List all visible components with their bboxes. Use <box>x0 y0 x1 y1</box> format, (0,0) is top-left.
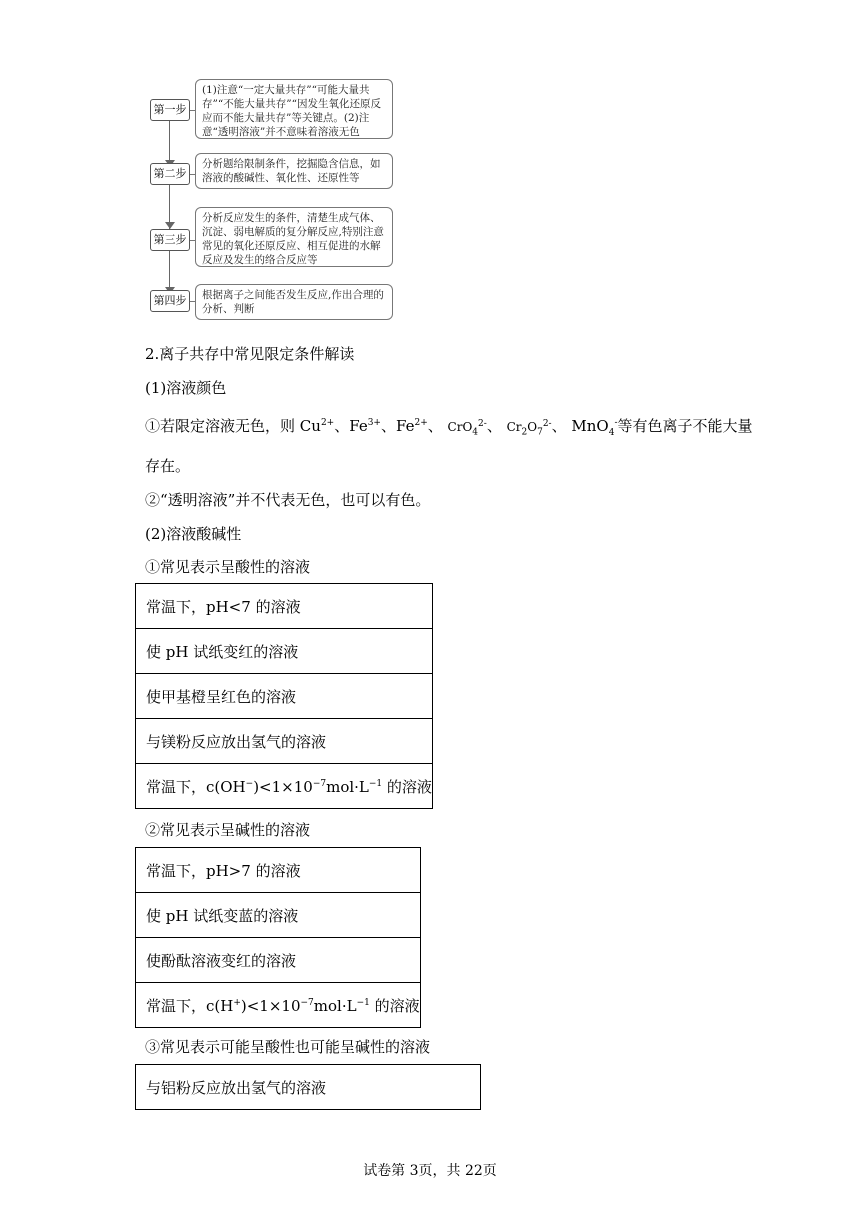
table-row: 常温下，$c(OH^-)<1\times 10^{-7}mol\cdot L^{-1}$ 的溶液 <box>136 764 433 809</box>
step-4-label: 第四步 <box>150 290 190 312</box>
table-row: 使 pH 试纸变蓝的溶液 <box>136 893 421 938</box>
step-3-label: 第三步 <box>150 229 190 251</box>
step-2-label: 第二步 <box>150 163 190 185</box>
acid-table <box>135 583 433 809</box>
flow-line <box>169 120 170 288</box>
table-row: 与铝粉反应放出氢气的溶液 <box>136 1065 481 1110</box>
step-3-box: 分析反应发生的条件，清楚生成气体、沉淀、弱电解质的复分解反应,特别注意常见的氧化还原反应、相互促进的水解反应及发生的络合反应等 <box>195 207 393 267</box>
section-heading: 2.离子共存中常见限定条件解读 <box>145 345 355 363</box>
transparent-note: ②“透明溶液”并不代表无色，也可以有色。 <box>145 491 431 509</box>
base-table <box>135 847 421 1028</box>
both-table <box>135 1064 481 1110</box>
base-table-title: ②常见表示呈碱性的溶液 <box>145 821 311 839</box>
subsection-color: (1)溶液颜色 <box>145 379 227 397</box>
table-row: 常温下，pH>7 的溶液 <box>136 848 421 893</box>
both-table-title: ③常见表示可能呈酸性也可能呈碱性的溶液 <box>145 1038 431 1056</box>
table-row: 使甲基橙呈红色的溶液 <box>136 674 433 719</box>
step-4-box: 根据离子之间能否发生反应,作出合理的分析、判断 <box>195 284 393 320</box>
step-2-box: 分析题给限制条件，挖掘隐含信息，如溶液的酸碱性、氧化性、还原性等 <box>195 153 393 189</box>
colored-ions-paragraph: ①若限定溶液无色，则 $Cu^{2+}$、$Fe^{3+}$、$Fe^{2+}$、 CrO$_4^{2-}$、 $Cr_2O_7^{2-}$、 MnO$_4$-等有色离子不能大量 <box>145 417 753 438</box>
step-1-label: 第一步 <box>150 99 190 121</box>
table-row: 常温下，$c(H^+)<1\times 10^{-7}mol\cdot L^{-1}$ 的溶液 <box>136 983 421 1028</box>
colored-ions-paragraph-cont: 存在。 <box>145 457 191 475</box>
step-1-box: (1)注意“一定大量共存”“可能大量共存”“不能大量共存”“因发生氧化还原反应而不能大量共存”等关键点。(2)注意“透明溶液”并不意味着溶液无色 <box>195 79 393 139</box>
table-row: 使 pH 试纸变红的溶液 <box>136 629 433 674</box>
table-row: 使酚酞溶液变红的溶液 <box>136 938 421 983</box>
acid-table-title: ①常见表示呈酸性的溶液 <box>145 558 311 576</box>
flow-arrow <box>165 222 175 229</box>
subsection-acidity: (2)溶液酸碱性 <box>145 525 242 543</box>
page-footer: 试卷第 3页，共 22页 <box>363 1163 497 1179</box>
table-row: 常温下，pH<7 的溶液 <box>136 584 433 629</box>
table-row: 与镁粉反应放出氢气的溶液 <box>136 719 433 764</box>
